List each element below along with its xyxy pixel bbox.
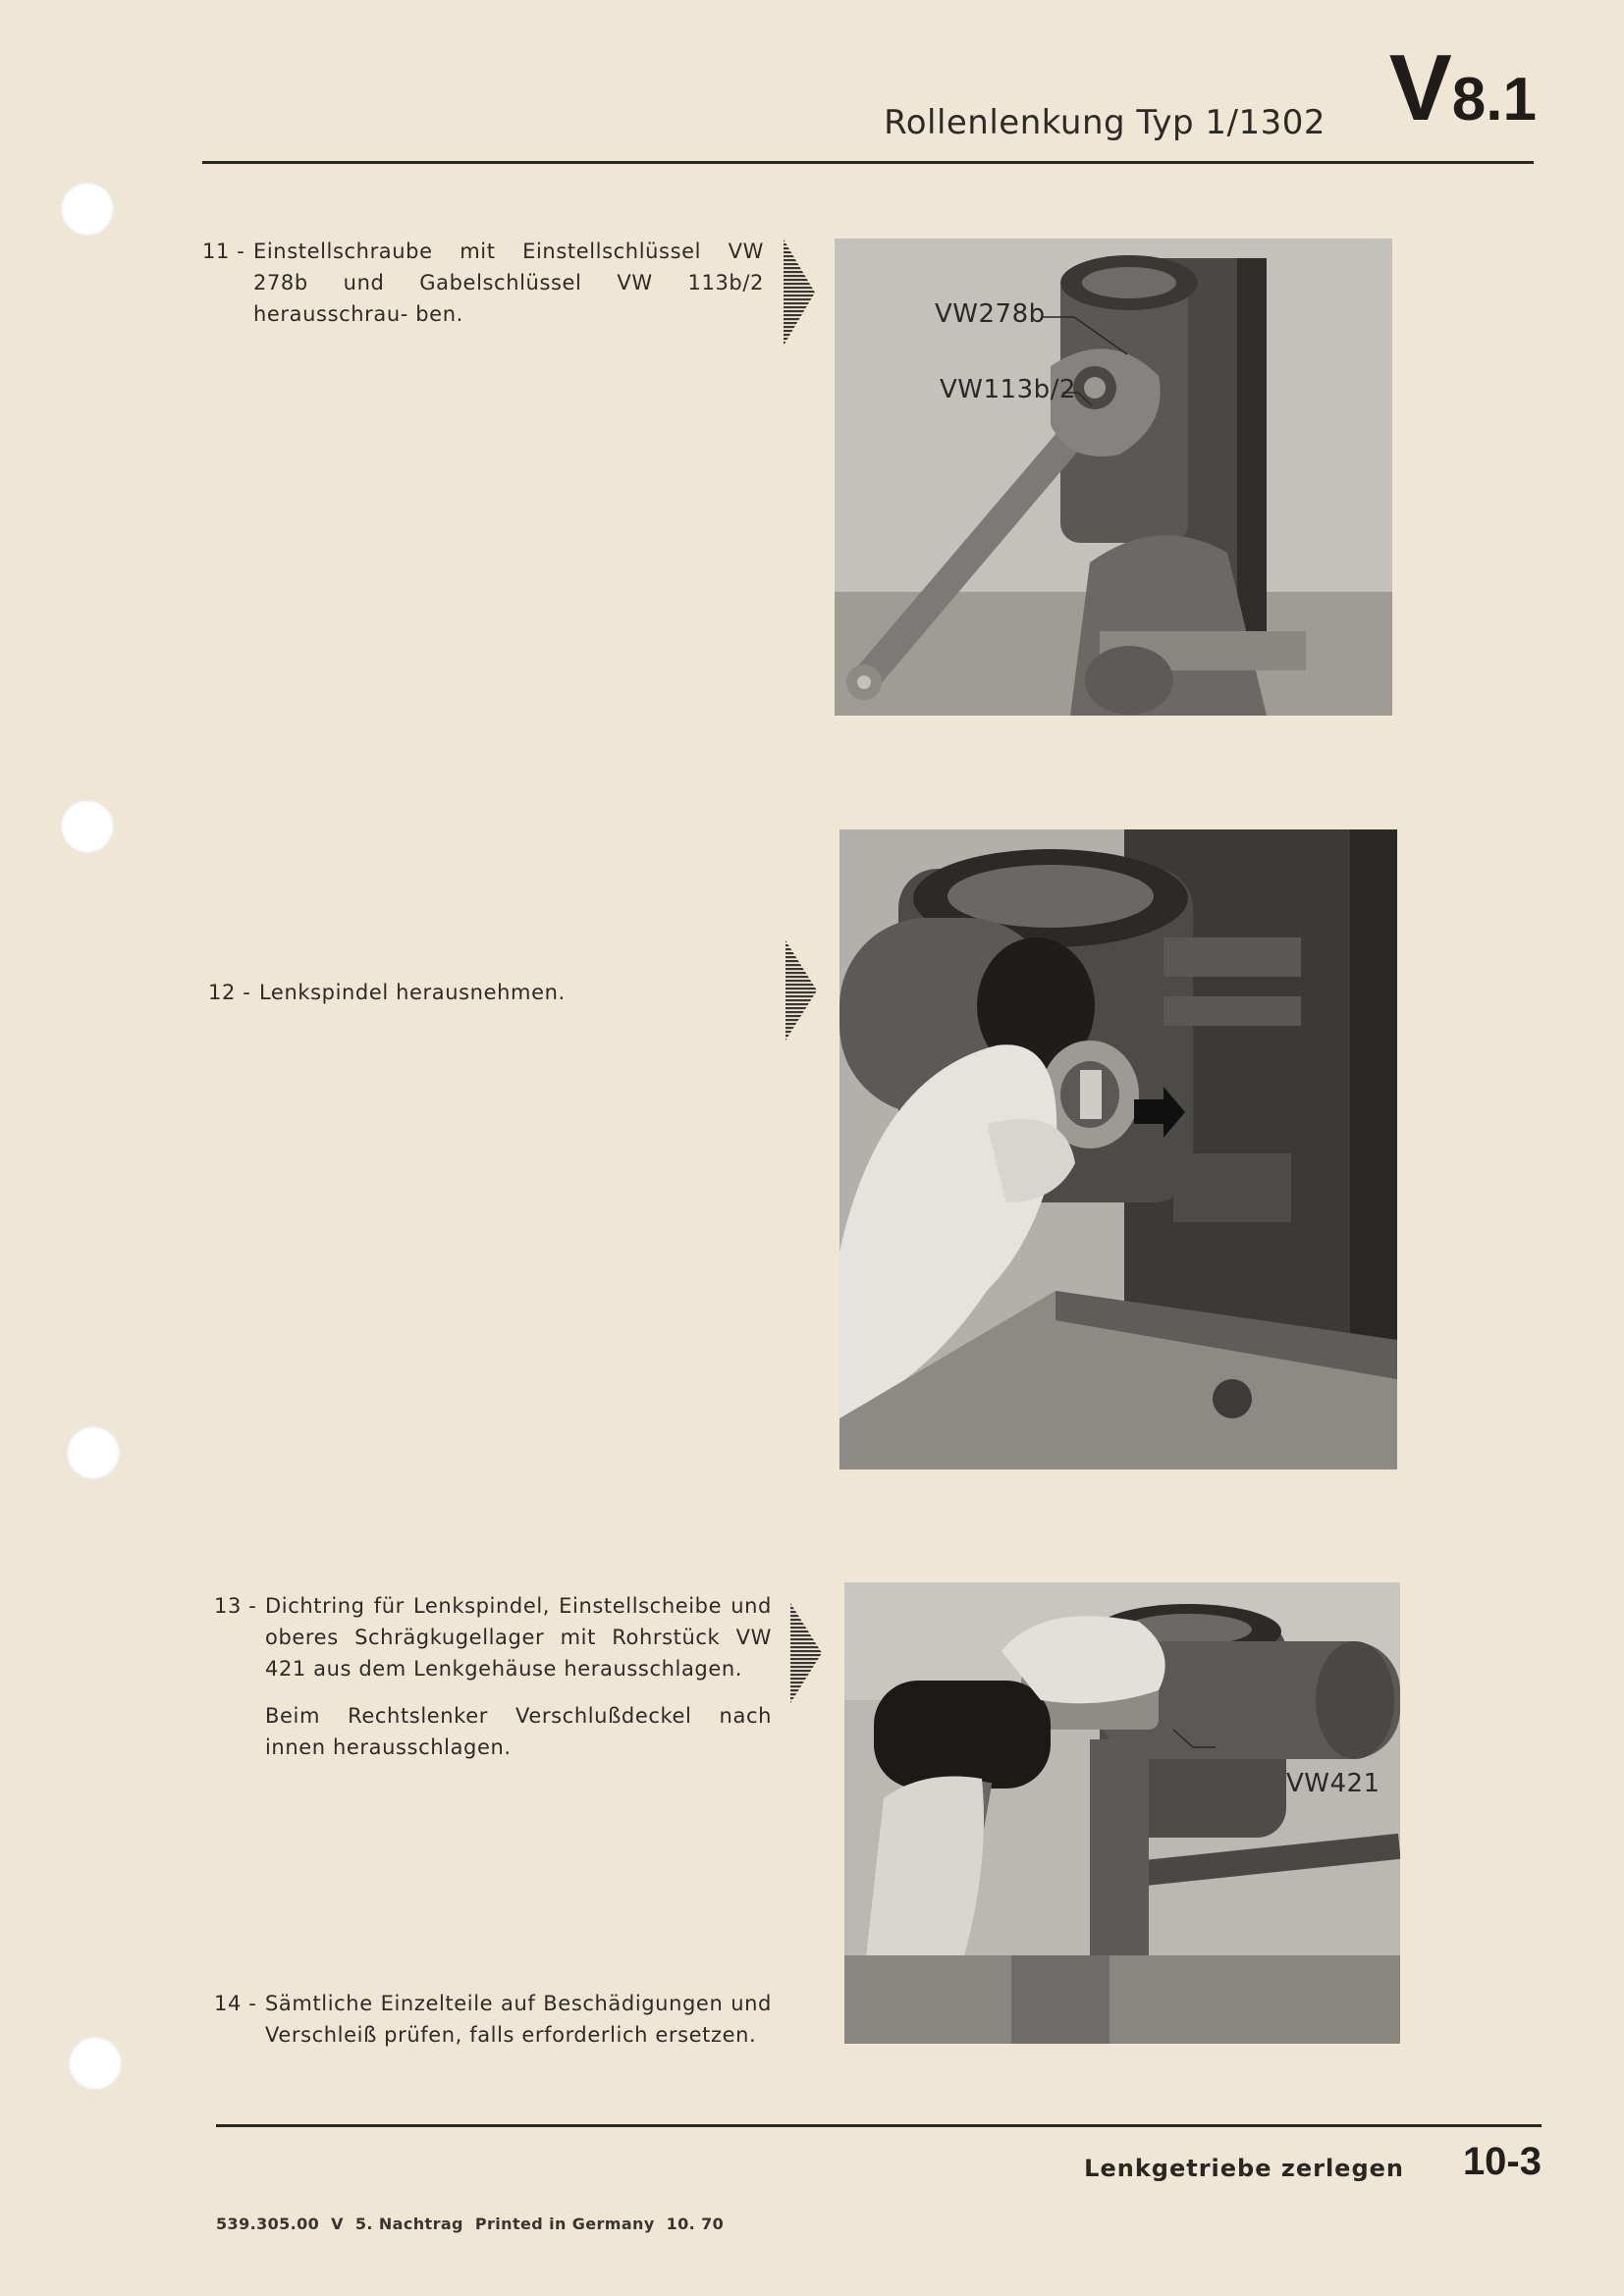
punch-hole: [61, 183, 114, 236]
section-code-letter: V: [1388, 35, 1452, 140]
step-text: Lenkspindel herausnehmen.: [259, 981, 566, 1004]
figure-bearing-knockout: [844, 1582, 1400, 2044]
step-text: Sämtliche Einzelteile auf Beschädigungen und Verschleiß prüfen, falls erforderlich ersetzen.: [265, 1992, 772, 2047]
step-number: 11 -: [202, 240, 245, 263]
punch-hole: [69, 2037, 122, 2090]
section-code: [1370, 35, 1537, 140]
figure-steering-shaft-removal: [839, 829, 1397, 1469]
step-number: 13 -: [214, 1594, 257, 1618]
pointer-arrow-icon: [782, 240, 817, 346]
step-14: [214, 1988, 772, 2051]
footer-rule: [216, 2124, 1542, 2127]
step-text: Dichtring für Lenkspindel, Einstellscheibe und oberes Schrägkugellager mit Rohrstück VW 421 aus dem Lenkgehäuse herausschlagen.: [265, 1594, 772, 1681]
section-title: Lenkgetriebe zerlegen: [1084, 2155, 1404, 2182]
page-number: 10-3: [1462, 2140, 1542, 2183]
header-rule: [202, 161, 1534, 164]
punch-hole: [67, 1426, 120, 1479]
step-13: [214, 1590, 772, 1763]
step-note: Beim Rechtslenker Verschlußdeckel nach innen herausschlagen.: [265, 1704, 772, 1759]
section-code-number: 8.1: [1451, 66, 1537, 133]
pointer-arrow-icon: [784, 940, 819, 1041]
pointer-arrow-icon: [788, 1603, 824, 1703]
step-11: [202, 236, 764, 330]
step-12: [208, 977, 758, 1008]
print-info: 539.305.00 V 5. Nachtrag Printed in Germany 10. 70: [216, 2215, 725, 2233]
step-text: Einstellschraube mit Einstellschlüssel VW 278b und Gabelschlüssel VW 113b/2 herausschrau- ben.: [253, 240, 764, 326]
figure-adjusting-screw-removal: [835, 239, 1392, 716]
tool-label: VW421: [1286, 1769, 1380, 1798]
tool-label: VW113b/2: [940, 375, 1076, 404]
step-number: 12 -: [208, 981, 251, 1004]
step-number: 14 -: [214, 1992, 257, 2015]
punch-hole: [61, 800, 114, 853]
tool-label: VW278b: [935, 299, 1046, 329]
page-title: Rollenlenkung Typ 1/1302: [884, 103, 1326, 142]
